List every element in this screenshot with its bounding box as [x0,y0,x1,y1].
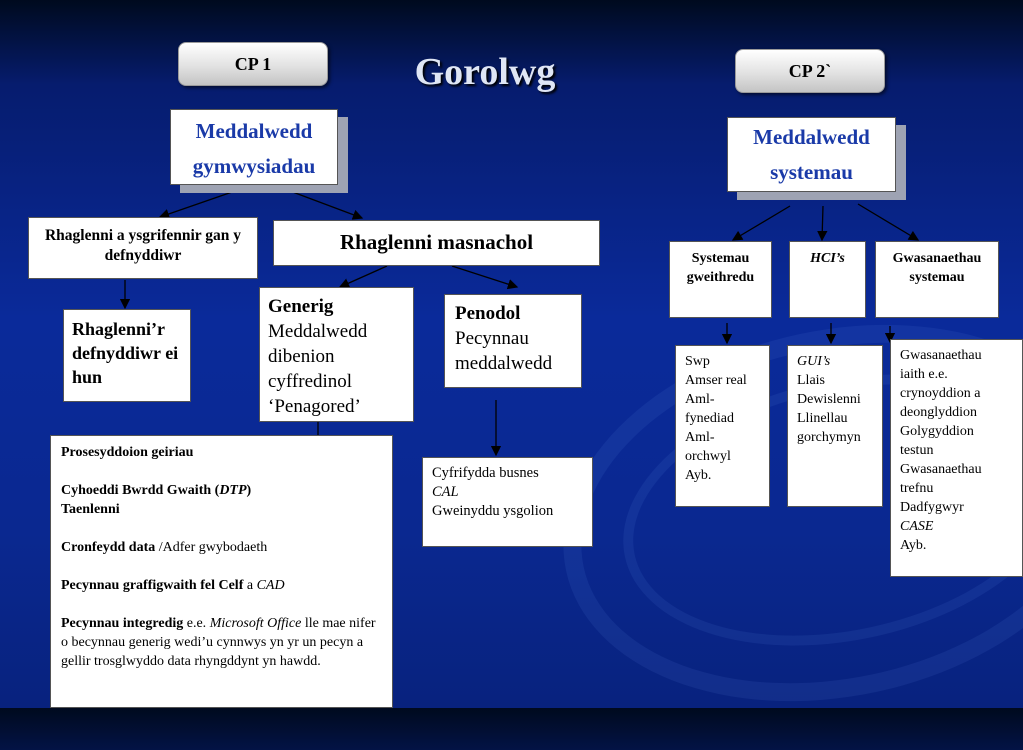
list-item: Cyfrifydda busnes [432,465,539,481]
list-item: Gwasanaethau [900,348,982,363]
arrow [290,191,362,218]
list-item: Ayb. [685,468,712,483]
system-services-list [890,339,1023,577]
list-item: Amser real [685,373,747,388]
arrow [452,266,517,287]
system-services-box [875,241,999,318]
generic-line: dibenion [268,346,335,367]
arrow [858,204,918,240]
generic-box [259,287,414,422]
generic-packages-list [50,435,393,708]
cp2-button[interactable]: CP 2` [735,49,885,93]
generic-line: cyffredinol [268,371,353,392]
page-title: Gorolwg [414,51,556,93]
list-item: iaith e.e. [900,367,948,382]
generic-heading: Generig [268,296,334,317]
list-item: orchwyl [685,449,731,464]
list-item: crynoyddion a [900,386,981,401]
specific-packages-list [422,457,593,547]
cp1-button[interactable]: CP 1 [178,42,328,86]
arrow [340,266,387,287]
own-programs-box [63,309,191,402]
list-item: Cyhoeddi Bwrdd Gwaith (DTP) [61,483,252,498]
list-item: Dewislenni [797,392,861,407]
list-item: Gweinyddu ysgolion [432,503,554,519]
system-software-box [727,117,896,192]
list-item: Gwasanaethau [900,462,982,477]
hci-label: HCI’s [810,251,845,266]
arrow [822,206,823,240]
commercial-programs-label: Rhaglenni masnachol [339,230,534,254]
application-software-box [170,109,338,185]
user-written-programs-label: Rhaglenni a ysgrifennir gan y defnyddiwr [44,227,242,264]
list-item: Taenlenni [61,502,120,517]
hci-box [789,241,866,318]
specific-line: Pecynnau [455,328,529,349]
system-software-line1: Meddalwedd [753,125,870,149]
application-software-line2: gymwysiadau [192,154,316,178]
list-item: Llais [797,373,825,388]
list-item: Llinellau [797,411,848,426]
own-programs-label: Rhaglenni’r defnyddiwr ei hun [72,319,179,387]
generic-line: Meddalwedd [268,321,368,342]
list-item: CAL [432,484,459,500]
list-item: fynediad [685,411,734,426]
list-item: Pecynnau integredig e.e. Microsoft Office lle mae nifer o becynnau generig wedi’u cynnwys yn yr un pecyn a gellir trosglwyddo data rhyngddynt yn hawdd. [61,616,376,669]
application-software-line1: Meddalwedd [195,119,313,143]
system-software-line2: systemau [770,160,853,184]
list-item: Cronfeydd data /Adfer gwybodaeth [61,540,268,555]
specific-line: meddalwedd [455,353,553,374]
specific-heading: Penodol [455,303,521,324]
list-item: Dadfygwyr [900,500,964,515]
commercial-programs-box [273,220,600,266]
list-item: Ayb. [900,538,927,553]
hci-list [787,345,883,507]
operating-systems-box [669,241,772,318]
list-item: GUI’s [797,354,831,369]
list-item: trefnu [900,481,934,496]
user-written-programs-box [28,217,258,279]
system-services-label: Gwasanaethau systemau [892,251,982,285]
arrow [160,191,235,217]
list-item: testun [900,443,934,458]
operating-systems-label: Systemau gweithredu [686,251,755,285]
list-item: deonglyddion [900,405,977,420]
list-item: Pecynnau graffigwaith fel Celf a CAD [61,578,285,593]
list-item: CASE [900,519,934,534]
operating-systems-list [675,345,770,507]
list-item: Aml- [685,392,715,407]
specific-box [444,294,582,388]
list-item: Swp [685,354,710,369]
arrow [733,206,790,240]
list-item: Aml- [685,430,715,445]
list-item: Golygyddion [900,424,974,439]
list-item: gorchymyn [797,430,861,445]
list-item: Prosesyddoion geiriau [61,445,194,460]
generic-line: ‘Penagored’ [268,396,361,417]
